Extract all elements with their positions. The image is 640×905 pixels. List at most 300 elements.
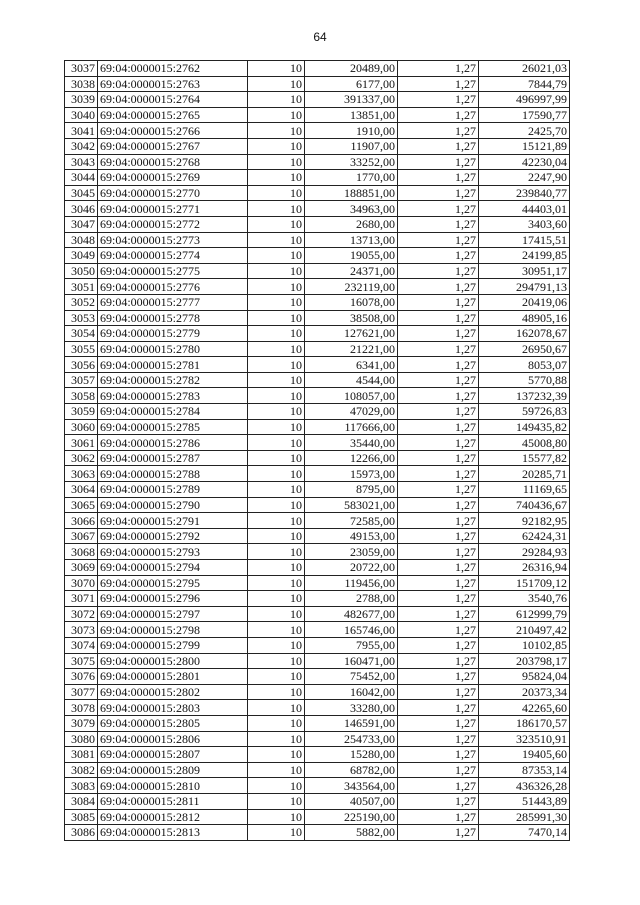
cadastral-number-cell: 69:04:0000015:2812	[98, 809, 248, 825]
code-cell: 10	[248, 372, 305, 388]
value-cell: 127621,00	[305, 326, 398, 342]
row-number-cell: 3084	[65, 793, 98, 809]
result-cell: 294791,13	[479, 279, 570, 295]
value-cell: 23059,00	[305, 544, 398, 560]
value-cell: 188851,00	[305, 185, 398, 201]
value-cell: 117666,00	[305, 419, 398, 435]
coefficient-cell: 1,27	[398, 61, 479, 77]
coefficient-cell: 1,27	[398, 544, 479, 560]
table-row	[65, 341, 570, 357]
table-row	[65, 482, 570, 498]
coefficient-cell: 1,27	[398, 263, 479, 279]
table-row	[65, 154, 570, 170]
value-cell: 12266,00	[305, 450, 398, 466]
table-row	[65, 388, 570, 404]
table-row	[65, 669, 570, 685]
cadastral-number-cell: 69:04:0000015:2796	[98, 591, 248, 607]
value-cell: 2680,00	[305, 216, 398, 232]
value-cell: 6341,00	[305, 357, 398, 373]
coefficient-cell: 1,27	[398, 107, 479, 123]
table-row	[65, 450, 570, 466]
coefficient-cell: 1,27	[398, 404, 479, 420]
row-number-cell: 3055	[65, 341, 98, 357]
code-cell: 10	[248, 700, 305, 716]
row-number-cell: 3058	[65, 388, 98, 404]
value-cell: 20489,00	[305, 61, 398, 77]
code-cell: 10	[248, 357, 305, 373]
value-cell: 8795,00	[305, 482, 398, 498]
table-row	[65, 404, 570, 420]
value-cell: 47029,00	[305, 404, 398, 420]
code-cell: 10	[248, 123, 305, 139]
row-number-cell: 3047	[65, 216, 98, 232]
cadastral-number-cell: 69:04:0000015:2787	[98, 450, 248, 466]
value-cell: 225190,00	[305, 809, 398, 825]
cadastral-number-cell: 69:04:0000015:2792	[98, 528, 248, 544]
value-cell: 16042,00	[305, 684, 398, 700]
code-cell: 10	[248, 466, 305, 482]
code-cell: 10	[248, 497, 305, 513]
table-row	[65, 825, 570, 841]
code-cell: 10	[248, 404, 305, 420]
cadastral-number-cell: 69:04:0000015:2791	[98, 513, 248, 529]
code-cell: 10	[248, 778, 305, 794]
result-cell: 15121,89	[479, 138, 570, 154]
result-cell: 95824,04	[479, 669, 570, 685]
coefficient-cell: 1,27	[398, 310, 479, 326]
value-cell: 5882,00	[305, 825, 398, 841]
code-cell: 10	[248, 310, 305, 326]
cadastral-number-cell: 69:04:0000015:2810	[98, 778, 248, 794]
row-number-cell: 3059	[65, 404, 98, 420]
code-cell: 10	[248, 263, 305, 279]
cadastral-number-cell: 69:04:0000015:2803	[98, 700, 248, 716]
table-row	[65, 76, 570, 92]
value-cell: 75452,00	[305, 669, 398, 685]
result-cell: 26950,67	[479, 341, 570, 357]
table-row	[65, 747, 570, 763]
result-cell: 2247,90	[479, 170, 570, 186]
value-cell: 160471,00	[305, 653, 398, 669]
coefficient-cell: 1,27	[398, 138, 479, 154]
coefficient-cell: 1,27	[398, 466, 479, 482]
code-cell: 10	[248, 684, 305, 700]
coefficient-cell: 1,27	[398, 201, 479, 217]
result-cell: 10102,85	[479, 637, 570, 653]
result-cell: 87353,14	[479, 762, 570, 778]
coefficient-cell: 1,27	[398, 591, 479, 607]
result-cell: 7470,14	[479, 825, 570, 841]
result-cell: 162078,67	[479, 326, 570, 342]
row-number-cell: 3085	[65, 809, 98, 825]
row-number-cell: 3072	[65, 606, 98, 622]
coefficient-cell: 1,27	[398, 528, 479, 544]
row-number-cell: 3060	[65, 419, 98, 435]
cadastral-number-cell: 69:04:0000015:2762	[98, 61, 248, 77]
code-cell: 10	[248, 715, 305, 731]
coefficient-cell: 1,27	[398, 154, 479, 170]
table-row	[65, 653, 570, 669]
coefficient-cell: 1,27	[398, 715, 479, 731]
row-number-cell: 3086	[65, 825, 98, 841]
code-cell: 10	[248, 201, 305, 217]
coefficient-cell: 1,27	[398, 357, 479, 373]
row-number-cell: 3080	[65, 731, 98, 747]
value-cell: 13851,00	[305, 107, 398, 123]
coefficient-cell: 1,27	[398, 809, 479, 825]
cadastral-number-cell: 69:04:0000015:2806	[98, 731, 248, 747]
table-row	[65, 419, 570, 435]
cadastral-value-table	[64, 60, 570, 841]
row-number-cell: 3045	[65, 185, 98, 201]
table-row	[65, 606, 570, 622]
coefficient-cell: 1,27	[398, 279, 479, 295]
result-cell: 62424,31	[479, 528, 570, 544]
table-row	[65, 560, 570, 576]
value-cell: 232119,00	[305, 279, 398, 295]
value-cell: 15973,00	[305, 466, 398, 482]
row-number-cell: 3077	[65, 684, 98, 700]
table-row	[65, 201, 570, 217]
coefficient-cell: 1,27	[398, 513, 479, 529]
table-row	[65, 637, 570, 653]
row-number-cell: 3053	[65, 310, 98, 326]
cadastral-number-cell: 69:04:0000015:2776	[98, 279, 248, 295]
row-number-cell: 3083	[65, 778, 98, 794]
result-cell: 20285,71	[479, 466, 570, 482]
cadastral-number-cell: 69:04:0000015:2770	[98, 185, 248, 201]
table-row	[65, 731, 570, 747]
cadastral-number-cell: 69:04:0000015:2809	[98, 762, 248, 778]
row-number-cell: 3041	[65, 123, 98, 139]
code-cell: 10	[248, 809, 305, 825]
value-cell: 21221,00	[305, 341, 398, 357]
code-cell: 10	[248, 419, 305, 435]
cadastral-number-cell: 69:04:0000015:2767	[98, 138, 248, 154]
row-number-cell: 3073	[65, 622, 98, 638]
row-number-cell: 3068	[65, 544, 98, 560]
table-row	[65, 216, 570, 232]
row-number-cell: 3051	[65, 279, 98, 295]
result-cell: 5770,88	[479, 372, 570, 388]
table-row	[65, 762, 570, 778]
result-cell: 151709,12	[479, 575, 570, 591]
code-cell: 10	[248, 544, 305, 560]
code-cell: 10	[248, 216, 305, 232]
table-row	[65, 170, 570, 186]
coefficient-cell: 1,27	[398, 123, 479, 139]
code-cell: 10	[248, 591, 305, 607]
result-cell: 20419,06	[479, 294, 570, 310]
code-cell: 10	[248, 107, 305, 123]
result-cell: 285991,30	[479, 809, 570, 825]
result-cell: 20373,34	[479, 684, 570, 700]
code-cell: 10	[248, 637, 305, 653]
result-cell: 7844,79	[479, 76, 570, 92]
code-cell: 10	[248, 435, 305, 451]
result-cell: 496997,99	[479, 92, 570, 108]
cadastral-number-cell: 69:04:0000015:2784	[98, 404, 248, 420]
result-cell: 30951,17	[479, 263, 570, 279]
cadastral-number-cell: 69:04:0000015:2763	[98, 76, 248, 92]
row-number-cell: 3037	[65, 61, 98, 77]
coefficient-cell: 1,27	[398, 575, 479, 591]
code-cell: 10	[248, 731, 305, 747]
cadastral-number-cell: 69:04:0000015:2797	[98, 606, 248, 622]
cadastral-number-cell: 69:04:0000015:2766	[98, 123, 248, 139]
row-number-cell: 3050	[65, 263, 98, 279]
table-body	[65, 61, 570, 841]
code-cell: 10	[248, 279, 305, 295]
row-number-cell: 3044	[65, 170, 98, 186]
table-row	[65, 700, 570, 716]
row-number-cell: 3043	[65, 154, 98, 170]
code-cell: 10	[248, 793, 305, 809]
row-number-cell: 3038	[65, 76, 98, 92]
cadastral-number-cell: 69:04:0000015:2783	[98, 388, 248, 404]
value-cell: 16078,00	[305, 294, 398, 310]
table-row	[65, 544, 570, 560]
code-cell: 10	[248, 76, 305, 92]
cadastral-number-cell: 69:04:0000015:2778	[98, 310, 248, 326]
code-cell: 10	[248, 606, 305, 622]
cadastral-number-cell: 69:04:0000015:2777	[98, 294, 248, 310]
table-row	[65, 435, 570, 451]
coefficient-cell: 1,27	[398, 747, 479, 763]
coefficient-cell: 1,27	[398, 419, 479, 435]
row-number-cell: 3056	[65, 357, 98, 373]
value-cell: 583021,00	[305, 497, 398, 513]
value-cell: 1910,00	[305, 123, 398, 139]
code-cell: 10	[248, 482, 305, 498]
result-cell: 26316,94	[479, 560, 570, 576]
code-cell: 10	[248, 513, 305, 529]
row-number-cell: 3076	[65, 669, 98, 685]
value-cell: 1770,00	[305, 170, 398, 186]
value-cell: 33252,00	[305, 154, 398, 170]
table-row	[65, 622, 570, 638]
result-cell: 137232,39	[479, 388, 570, 404]
code-cell: 10	[248, 92, 305, 108]
result-cell: 26021,03	[479, 61, 570, 77]
cadastral-number-cell: 69:04:0000015:2765	[98, 107, 248, 123]
table-row	[65, 591, 570, 607]
table-row	[65, 528, 570, 544]
value-cell: 391337,00	[305, 92, 398, 108]
result-cell: 19405,60	[479, 747, 570, 763]
table-row	[65, 123, 570, 139]
cadastral-number-cell: 69:04:0000015:2807	[98, 747, 248, 763]
coefficient-cell: 1,27	[398, 637, 479, 653]
coefficient-cell: 1,27	[398, 762, 479, 778]
cadastral-number-cell: 69:04:0000015:2788	[98, 466, 248, 482]
coefficient-cell: 1,27	[398, 372, 479, 388]
coefficient-cell: 1,27	[398, 622, 479, 638]
result-cell: 2425,70	[479, 123, 570, 139]
coefficient-cell: 1,27	[398, 435, 479, 451]
coefficient-cell: 1,27	[398, 170, 479, 186]
row-number-cell: 3057	[65, 372, 98, 388]
code-cell: 10	[248, 232, 305, 248]
value-cell: 119456,00	[305, 575, 398, 591]
result-cell: 42265,60	[479, 700, 570, 716]
coefficient-cell: 1,27	[398, 560, 479, 576]
value-cell: 40507,00	[305, 793, 398, 809]
table-row	[65, 326, 570, 342]
row-number-cell: 3061	[65, 435, 98, 451]
value-cell: 11907,00	[305, 138, 398, 154]
table-row	[65, 92, 570, 108]
cadastral-number-cell: 69:04:0000015:2764	[98, 92, 248, 108]
result-cell: 210497,42	[479, 622, 570, 638]
cadastral-number-cell: 69:04:0000015:2793	[98, 544, 248, 560]
table-row	[65, 809, 570, 825]
row-number-cell: 3039	[65, 92, 98, 108]
result-cell: 3403,60	[479, 216, 570, 232]
coefficient-cell: 1,27	[398, 793, 479, 809]
cadastral-number-cell: 69:04:0000015:2768	[98, 154, 248, 170]
result-cell: 186170,57	[479, 715, 570, 731]
page-number: 64	[313, 30, 327, 44]
table-row	[65, 513, 570, 529]
result-cell: 239840,77	[479, 185, 570, 201]
cadastral-number-cell: 69:04:0000015:2798	[98, 622, 248, 638]
coefficient-cell: 1,27	[398, 92, 479, 108]
coefficient-cell: 1,27	[398, 731, 479, 747]
value-cell: 68782,00	[305, 762, 398, 778]
cadastral-number-cell: 69:04:0000015:2782	[98, 372, 248, 388]
cadastral-number-cell: 69:04:0000015:2775	[98, 263, 248, 279]
result-cell: 8053,07	[479, 357, 570, 373]
code-cell: 10	[248, 825, 305, 841]
coefficient-cell: 1,27	[398, 684, 479, 700]
code-cell: 10	[248, 528, 305, 544]
coefficient-cell: 1,27	[398, 248, 479, 264]
row-number-cell: 3079	[65, 715, 98, 731]
result-cell: 51443,89	[479, 793, 570, 809]
value-cell: 343564,00	[305, 778, 398, 794]
cadastral-number-cell: 69:04:0000015:2786	[98, 435, 248, 451]
table-row	[65, 294, 570, 310]
row-number-cell: 3081	[65, 747, 98, 763]
value-cell: 254733,00	[305, 731, 398, 747]
coefficient-cell: 1,27	[398, 669, 479, 685]
result-cell: 44403,01	[479, 201, 570, 217]
result-cell: 45008,80	[479, 435, 570, 451]
row-number-cell: 3054	[65, 326, 98, 342]
row-number-cell: 3063	[65, 466, 98, 482]
code-cell: 10	[248, 341, 305, 357]
table-row	[65, 715, 570, 731]
row-number-cell: 3078	[65, 700, 98, 716]
table-row	[65, 279, 570, 295]
cadastral-number-cell: 69:04:0000015:2811	[98, 793, 248, 809]
table-row	[65, 310, 570, 326]
row-number-cell: 3066	[65, 513, 98, 529]
coefficient-cell: 1,27	[398, 778, 479, 794]
coefficient-cell: 1,27	[398, 341, 479, 357]
cadastral-number-cell: 69:04:0000015:2801	[98, 669, 248, 685]
cadastral-number-cell: 69:04:0000015:2774	[98, 248, 248, 264]
value-cell: 15280,00	[305, 747, 398, 763]
value-cell: 165746,00	[305, 622, 398, 638]
code-cell: 10	[248, 388, 305, 404]
value-cell: 7955,00	[305, 637, 398, 653]
code-cell: 10	[248, 185, 305, 201]
result-cell: 436326,28	[479, 778, 570, 794]
value-cell: 146591,00	[305, 715, 398, 731]
result-cell: 15577,82	[479, 450, 570, 466]
value-cell: 33280,00	[305, 700, 398, 716]
result-cell: 92182,95	[479, 513, 570, 529]
cadastral-number-cell: 69:04:0000015:2795	[98, 575, 248, 591]
value-cell: 482677,00	[305, 606, 398, 622]
coefficient-cell: 1,27	[398, 653, 479, 669]
result-cell: 17590,77	[479, 107, 570, 123]
row-number-cell: 3062	[65, 450, 98, 466]
coefficient-cell: 1,27	[398, 482, 479, 498]
row-number-cell: 3042	[65, 138, 98, 154]
coefficient-cell: 1,27	[398, 232, 479, 248]
code-cell: 10	[248, 248, 305, 264]
code-cell: 10	[248, 326, 305, 342]
code-cell: 10	[248, 747, 305, 763]
value-cell: 108057,00	[305, 388, 398, 404]
table-row	[65, 466, 570, 482]
table-row	[65, 185, 570, 201]
code-cell: 10	[248, 669, 305, 685]
result-cell: 17415,51	[479, 232, 570, 248]
cadastral-number-cell: 69:04:0000015:2800	[98, 653, 248, 669]
value-cell: 19055,00	[305, 248, 398, 264]
code-cell: 10	[248, 560, 305, 576]
value-cell: 13713,00	[305, 232, 398, 248]
coefficient-cell: 1,27	[398, 700, 479, 716]
row-number-cell: 3070	[65, 575, 98, 591]
row-number-cell: 3048	[65, 232, 98, 248]
row-number-cell: 3069	[65, 560, 98, 576]
code-cell: 10	[248, 154, 305, 170]
table-row	[65, 138, 570, 154]
table-row	[65, 357, 570, 373]
result-cell: 612999,79	[479, 606, 570, 622]
row-number-cell: 3040	[65, 107, 98, 123]
row-number-cell: 3052	[65, 294, 98, 310]
value-cell: 49153,00	[305, 528, 398, 544]
code-cell: 10	[248, 138, 305, 154]
result-cell: 740436,67	[479, 497, 570, 513]
table-row	[65, 232, 570, 248]
value-cell: 34963,00	[305, 201, 398, 217]
table-row	[65, 778, 570, 794]
coefficient-cell: 1,27	[398, 450, 479, 466]
row-number-cell: 3067	[65, 528, 98, 544]
row-number-cell: 3082	[65, 762, 98, 778]
table-row	[65, 263, 570, 279]
value-cell: 72585,00	[305, 513, 398, 529]
value-cell: 4544,00	[305, 372, 398, 388]
value-cell: 2788,00	[305, 591, 398, 607]
table-row	[65, 684, 570, 700]
code-cell: 10	[248, 762, 305, 778]
cadastral-number-cell: 69:04:0000015:2780	[98, 341, 248, 357]
table-row	[65, 61, 570, 77]
table-row	[65, 575, 570, 591]
code-cell: 10	[248, 450, 305, 466]
cadastral-number-cell: 69:04:0000015:2771	[98, 201, 248, 217]
cadastral-number-cell: 69:04:0000015:2769	[98, 170, 248, 186]
value-cell: 6177,00	[305, 76, 398, 92]
